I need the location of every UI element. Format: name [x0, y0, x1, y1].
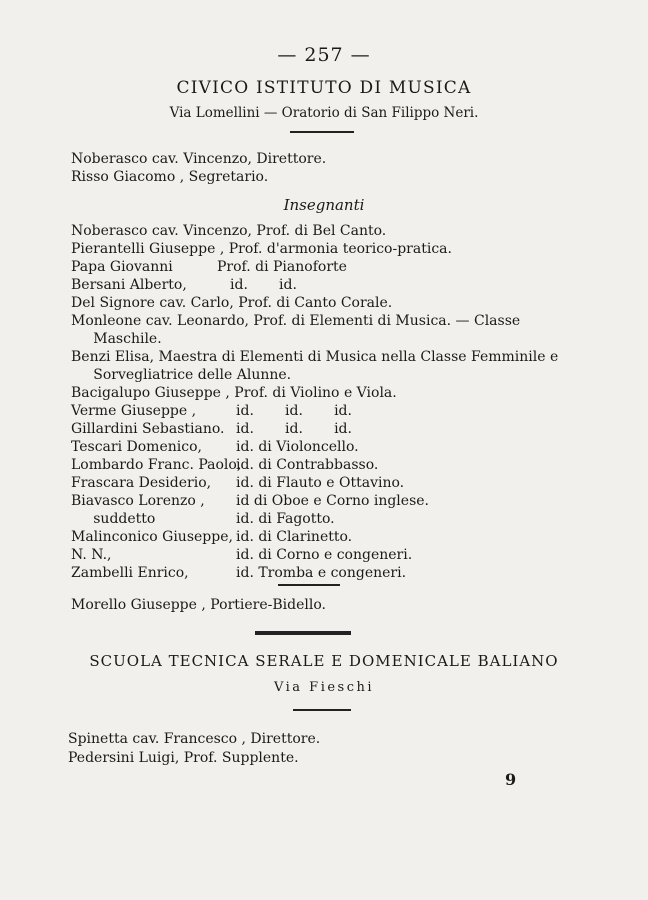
section-title-civico-istituto: CIVICO ISTITUTO DI MUSICA: [176, 78, 472, 98]
staff-line: Risso Giacomo , Segretario.: [71, 169, 269, 185]
section-address-civico-istituto: Via Lomellini — Oratorio di San Filippo Neri.: [169, 105, 479, 121]
teacher-role: Prof. di Pianoforte: [217, 259, 347, 275]
signature-mark: 9: [505, 770, 517, 789]
teacher-name: Zambelli Enrico,: [71, 565, 189, 581]
teacher-role: id di Oboe e Corno inglese.: [236, 493, 429, 509]
teachers-heading: Insegnanti: [283, 196, 365, 214]
page-number: — 257 —: [277, 44, 371, 66]
teacher-name: Tescari Domenico,: [71, 439, 202, 455]
teacher-name: Lombardo Franc. Paolo,: [71, 457, 242, 473]
section-title-scuola-tecnica: SCUOLA TECNICA SERALE E DOMENICALE BALIANO: [89, 652, 559, 670]
short-divider: [290, 131, 354, 133]
teacher-role: id. Tromba e congeneri.: [236, 565, 407, 581]
teacher-name: suddetto: [71, 511, 156, 527]
teacher-line: Sorvegliatrice delle Alunne.: [71, 367, 292, 383]
teacher-role: id. id. id.: [236, 403, 352, 419]
teacher-role: id. id.: [230, 277, 297, 293]
staff-line: Spinetta cav. Francesco , Direttore.: [68, 731, 321, 747]
teacher-line: Bacigalupo Giuseppe , Prof. di Violino e Viola.: [71, 385, 397, 401]
teacher-line: Monleone cav. Leonardo, Prof. di Elementi di Musica. — Classe: [71, 313, 521, 329]
teacher-role: id. di Corno e congeneri.: [236, 547, 413, 563]
teacher-role: id. di Violoncello.: [236, 439, 359, 455]
teacher-role: id. di Clarinetto.: [236, 529, 353, 545]
teacher-name: N. N.,: [71, 547, 112, 563]
teacher-name: Biavasco Lorenzo ,: [71, 493, 205, 509]
teacher-line: Pierantelli Giuseppe , Prof. d'armonia teorico-pratica.: [71, 241, 452, 257]
teacher-line: Maschile.: [71, 331, 162, 347]
teacher-line: Benzi Elisa, Maestra di Elementi di Musica nella Classe Femminile e: [71, 349, 559, 365]
teacher-name: Papa Giovanni: [71, 259, 173, 275]
staff-line: Noberasco cav. Vincenzo, Direttore.: [71, 151, 327, 167]
teacher-line: Del Signore cav. Carlo, Prof. di Canto Corale.: [71, 295, 393, 311]
teacher-name: Malinconico Giuseppe,: [71, 529, 233, 545]
staff-line: Pedersini Luigi, Prof. Supplente.: [68, 750, 299, 766]
teacher-role: id. id. id.: [236, 421, 352, 437]
teacher-role: id. di Fagotto.: [236, 511, 335, 527]
teacher-name: Gillardini Sebastiano.: [71, 421, 225, 437]
teacher-name: Frascara Desiderio,: [71, 475, 212, 491]
teacher-line: Noberasco cav. Vincenzo, Prof. di Bel Canto.: [71, 223, 387, 239]
section-address-scuola-tecnica: Via Fieschi: [273, 680, 375, 695]
teacher-role: id. di Flauto e Ottavino.: [236, 475, 405, 491]
porter-line: Morello Giuseppe , Portiere-Bidello.: [71, 597, 326, 613]
short-divider: [293, 709, 351, 711]
teacher-name: Verme Giuseppe ,: [71, 403, 197, 419]
teacher-name: Bersani Alberto,: [71, 277, 187, 293]
short-divider: [278, 584, 340, 586]
teacher-role: id. di Contrabbasso.: [236, 457, 379, 473]
section-divider: [255, 631, 351, 635]
